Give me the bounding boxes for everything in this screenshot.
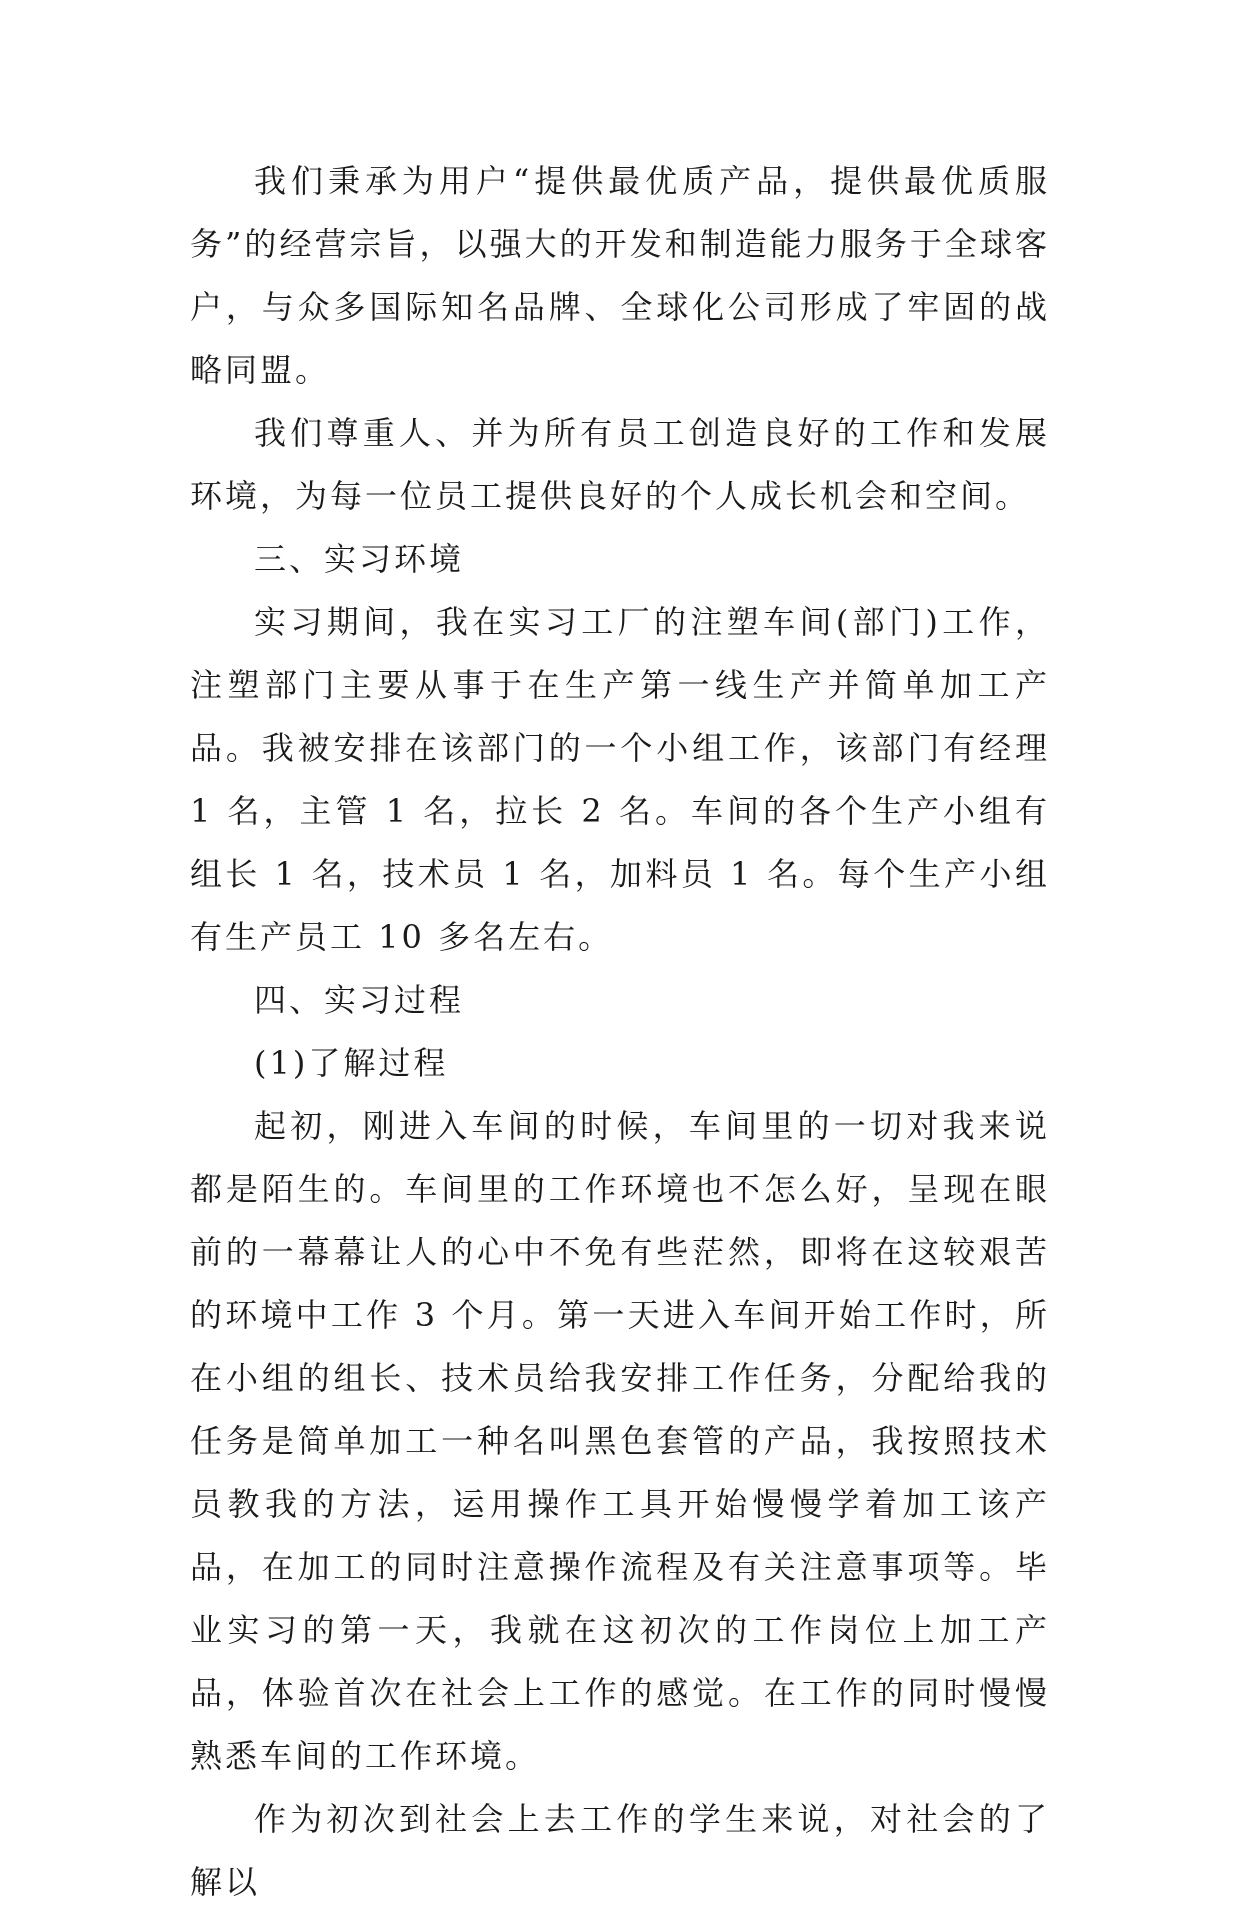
paragraph-employees: 我们尊重人、并为所有员工创造良好的工作和发展环境，为每一位员工提供良好的个人成长机会和空间。 xyxy=(190,414,1050,515)
paragraph-first-day: 起初，刚进入车间的时候，车间里的一切对我来说都是陌生的。车间里的工作环境也不怎么好，呈现在眼前的一幕幕让人的心中不免有些茫然，即将在这较艰苦的环境中工作 3 个月。第一天进入车间开始工作时，所在小组的组长、技术员给我安排工作任务，分配给我的任务是简单加工一种名叫黑色套管的产品，我按照技术员教我的方法，运用操作工具开始慢慢学着加工该产品，在加工的同时注意操作流程及有关注意事项等。毕业实习的第一天，我就在这初次的工作岗位上加工产品，体验首次在社会上工作的感觉。在工作的同时慢慢熟悉车间的工作环境。 xyxy=(190,1107,1050,1775)
subsection-heading-understanding: (1)了解过程 xyxy=(254,1044,449,1082)
document-body xyxy=(190,150,1050,1914)
paragraph-environment: 实习期间，我在实习工厂的注塑车间(部门)工作，注塑部门主要从事于在生产第一线生产并简单加工产品。我被安排在该部门的一个小组工作，该部门有经理 1 名，主管 1 名，拉长 2 名。车间的各个生产小组有组长 1 名，技术员 1 名，加料员 1 名。每个生产小组有生产员工 10 多名左右。 xyxy=(190,603,1050,956)
section-heading-environment: 三、实习环境 xyxy=(254,540,465,578)
paragraph-mission: 我们秉承为用户“提供最优质产品，提供最优质服务”的经营宗旨，以强大的开发和制造能力服务于全球客户，与众多国际知名品牌、全球化公司形成了牢固的战略同盟。 xyxy=(190,162,1050,389)
section-heading-process: 四、实习过程 xyxy=(254,981,465,1019)
paragraph-continued: 作为初次到社会上去工作的学生来说，对社会的了解以 xyxy=(190,1800,1050,1901)
